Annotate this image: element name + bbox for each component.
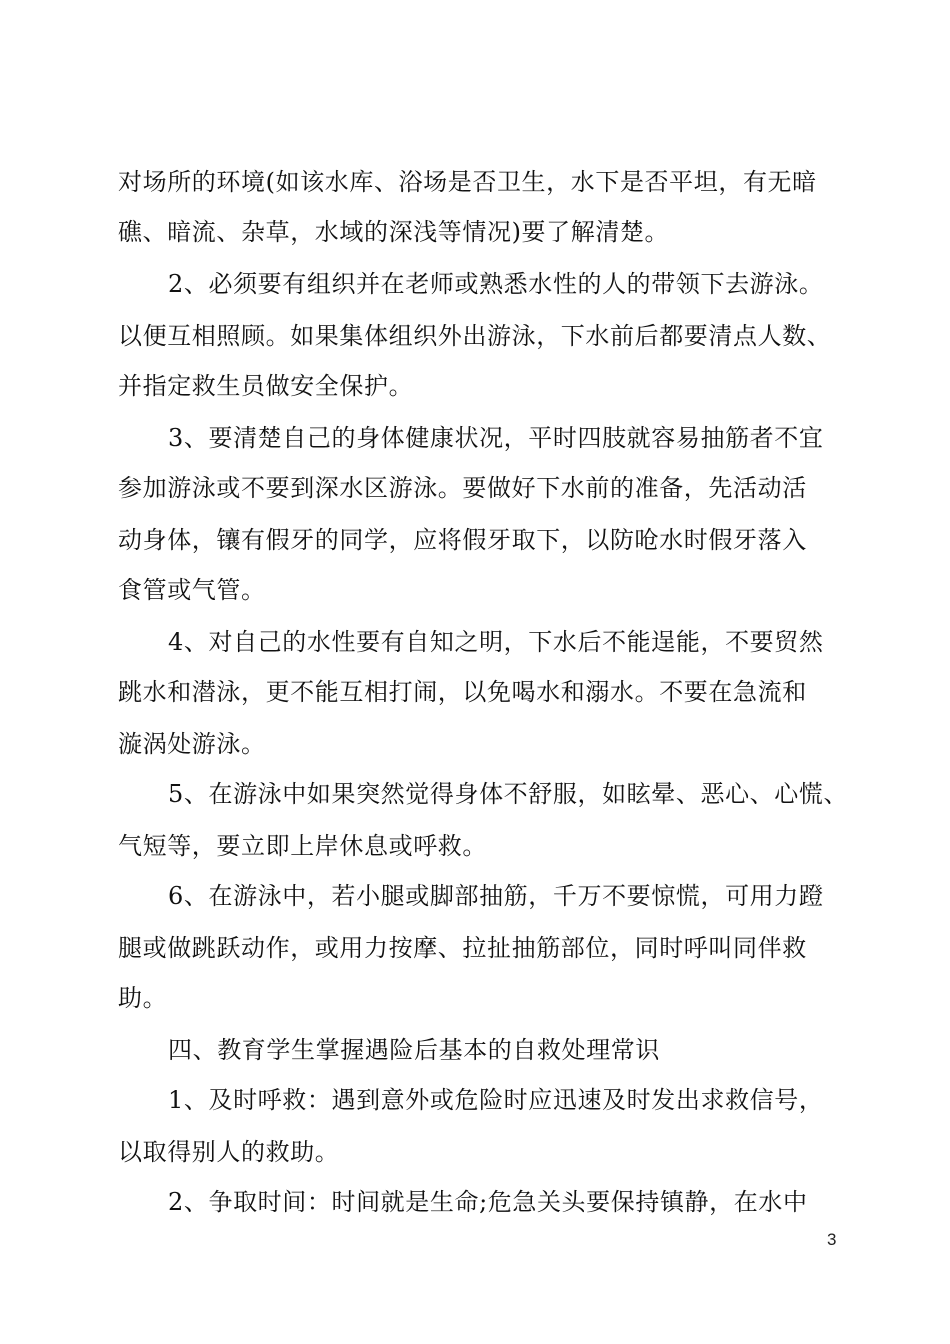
text-line: 2、必须要有组织并在老师或熟悉水性的人的带领下去游泳。 xyxy=(168,270,824,298)
text-line: 3、要清楚自己的身体健康状况，平时四肢就容易抽筋者不宜 xyxy=(168,424,824,452)
text-line: 4、对自己的水性要有自知之明，下水后不能逞能，不要贸然 xyxy=(168,628,824,656)
text-line: 漩涡处游泳。 xyxy=(118,730,266,758)
text-line: 5、在游泳中如果突然觉得身体不舒服，如眩晕、恶心、心慌、 xyxy=(168,780,849,808)
text-line: 6、在游泳中，若小腿或脚部抽筋，千万不要惊慌，可用力蹬 xyxy=(168,882,824,910)
text-line: 2、争取时间：时间就是生命;危急关头要保持镇静，在水中 xyxy=(168,1188,808,1216)
text-line: 1、及时呼救：遇到意外或危险时应迅速及时发出求救信号， xyxy=(168,1086,824,1114)
text-line: 跳水和潜泳，更不能互相打闹，以免喝水和溺水。不要在急流和 xyxy=(118,678,807,706)
section-heading: 四、教育学生掌握遇险后基本的自救处理常识 xyxy=(168,1036,660,1064)
text-line: 助。 xyxy=(118,984,168,1012)
text-line: 动身体，镶有假牙的同学，应将假牙取下，以防呛水时假牙落入 xyxy=(118,526,807,554)
text-line: 腿或做跳跃动作，或用力按摩、拉扯抽筋部位，同时呼叫同伴救 xyxy=(118,934,807,962)
text-line: 以取得别人的救助。 xyxy=(118,1138,340,1166)
text-line: 并指定救生员做安全保护。 xyxy=(118,372,414,400)
text-line: 气短等，要立即上岸休息或呼救。 xyxy=(118,832,487,860)
text-line: 食管或气管。 xyxy=(118,576,266,604)
text-line: 对场所的环境(如该水库、浴场是否卫生，水下是否平坦，有无暗 xyxy=(118,168,817,196)
text-line: 以便互相照顾。如果集体组织外出游泳，下水前后都要清点人数、 xyxy=(118,322,832,350)
text-line: 参加游泳或不要到深水区游泳。要做好下水前的准备，先活动活 xyxy=(118,474,807,502)
text-line: 礁、暗流、杂草，水域的深浅等情况)要了解清楚。 xyxy=(118,218,670,246)
page-number: 3 xyxy=(827,1230,837,1249)
